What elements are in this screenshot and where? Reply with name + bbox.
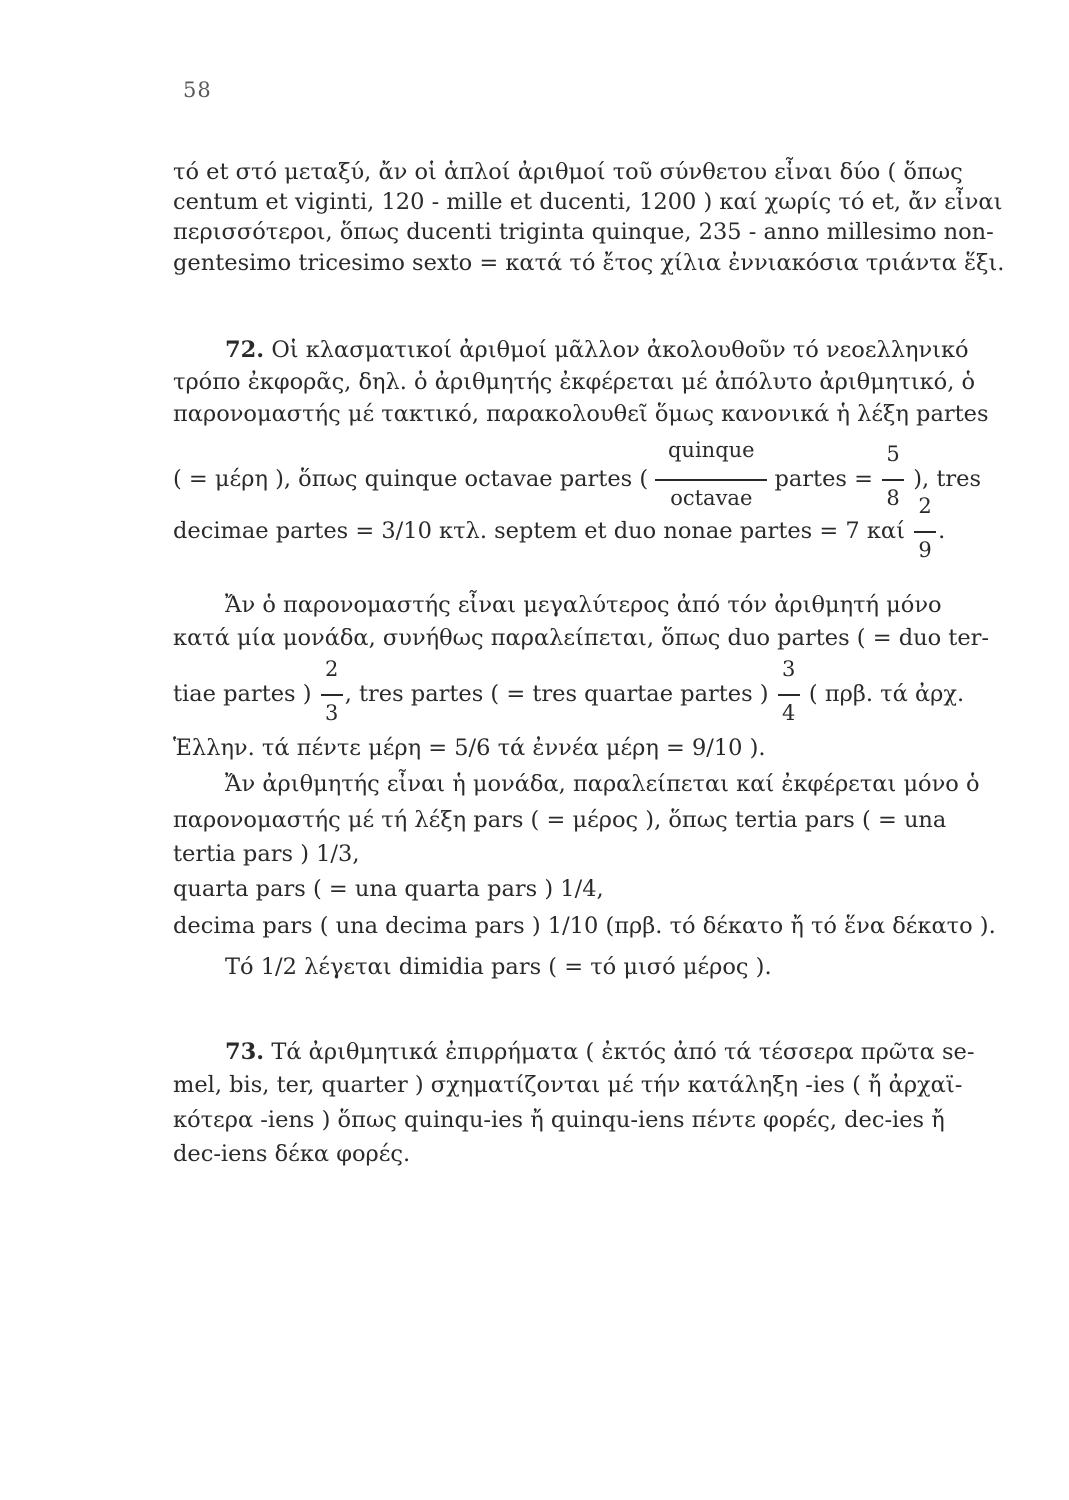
fraction-denominator: 9	[918, 538, 932, 562]
fraction-3-4	[776, 657, 802, 725]
sec73-line-4: dec-iens δέκα φορές.	[173, 1141, 411, 1167]
sec73-line-1	[225, 1037, 1033, 1067]
para2-line-1: Ἄν ὁ παρονομαστής εἶναι μεγαλύτερος ἀπό τόν ἀριθμητή μόνο	[225, 592, 942, 618]
sec72-line-1	[225, 335, 1033, 365]
para3-line-2: παρονομαστής μέ τή λέξη pars ( = μέρος ), ὅπως tertia pars ( = una	[173, 807, 947, 833]
para2-line-3	[173, 657, 1033, 725]
sec72-text-4c: ), tres	[913, 466, 981, 492]
fraction-denominator: 4	[782, 701, 796, 725]
page-number: 58	[183, 78, 212, 102]
sec72-line-3: παρονομαστής μέ τακτικό, παρακολουθεῖ ὅμως κανονικά ἡ λέξη partes	[173, 401, 989, 427]
sec72-line-2: τρόπο ἐκφορᾶς, δηλ. ὁ ἀριθμητής ἐκφέρεται μέ ἀπόλυτο ἀριθμητικό, ὁ	[173, 369, 976, 395]
para2-text-3c: ( πρβ. τά ἀρχ.	[808, 681, 965, 707]
para2-line-2: κατά μία μονάδα, συνήθως παραλείπεται, ὅπως duo partes ( = duo ter-	[173, 625, 990, 651]
fraction-numerator: 2	[325, 657, 339, 681]
para2-text-3b: , tres partes ( = tres quartae partes )	[344, 681, 769, 707]
para3-line-1: Ἄν ἀριθμητής εἶναι ἡ μονάδα, παραλείπεται καί ἐκφέρεται μόνο ὁ	[225, 771, 980, 797]
fraction-denominator: octavae	[670, 486, 753, 510]
para1-line-3: περισσότεροι, ὅπως ducenti triginta quinque, 235 - anno millesimo non-	[173, 219, 994, 245]
sec73-line-3: κότερα -iens ) ὅπως quinqu-ies ἤ quinqu-iens πέντε φορές, dec-ies ἤ	[173, 1107, 945, 1133]
fraction-2-3	[319, 657, 345, 725]
sec72-text-5a: decimae partes = 3/10 κτλ. septem et duo nonae partes = 7 καί	[173, 518, 905, 544]
fraction-numerator: 2	[918, 494, 932, 518]
section-number-72: 72.	[225, 337, 265, 363]
fraction-5-8	[880, 442, 906, 510]
section-number-73: 73.	[225, 1039, 265, 1065]
para1-line-2: centum et viginti, 120 - mille et ducenti, 1200 ) καί χωρίς τό et, ἄν εἶναι	[173, 189, 1003, 215]
para3-line-5: decima pars ( una decima pars ) 1/10 (πρβ. τό δέκατο ἤ τό ἕνα δέκατο ).	[173, 913, 996, 939]
para2-line-4: Ἑλλην. τά πέντε μέρη = 5/6 τά ἐννέα μέρη = 9/10 ).	[173, 735, 766, 761]
fraction-numerator: quinque	[667, 438, 755, 462]
para1-line-1: τό et στό μεταξύ, ἄν οἱ ἁπλοί ἀριθμοί τοῦ σύνθετου εἶναι δύο ( ὅπως	[173, 159, 963, 185]
sec72-line-4	[173, 438, 1033, 510]
fraction-bar	[321, 694, 343, 696]
fraction-bar	[778, 694, 800, 696]
sec72-text-4a: ( = μέρη ), ὅπως quinque octavae partes (	[173, 466, 649, 492]
fraction-bar	[914, 531, 936, 533]
para1-line-4: gentesimo tricesimo sexto = κατά τό ἔτος χίλια ἐννιακόσια τριάντα ἕξι.	[173, 250, 1005, 276]
sec72-text-1: Οἱ κλασματικοί ἀριθμοί μᾶλλον ἀκολουθοῦν τό νεοελληνικό	[271, 337, 969, 363]
sec72-text-5b: .	[938, 518, 946, 544]
fraction-bar	[655, 479, 767, 481]
fraction-numerator: 5	[886, 442, 900, 466]
para2-text-3a: tiae partes )	[173, 681, 312, 707]
sec73-text-1: Τά ἀριθμητικά ἐπιρρήματα ( ἐκτός ἀπό τά τέσσερα πρῶτα se-	[271, 1039, 975, 1065]
para4-line: Τό 1/2 λέγεται dimidia pars ( = τό μισό μέρος ).	[225, 954, 772, 980]
para3-line-4: quarta pars ( = una quarta pars ) 1/4,	[173, 876, 604, 902]
fraction-2-9	[912, 494, 938, 562]
fraction-denominator: 3	[325, 701, 339, 725]
fraction-bar	[882, 479, 904, 481]
fraction-quinque-octavae	[655, 438, 767, 510]
fraction-denominator: 8	[886, 486, 900, 510]
fraction-numerator: 3	[782, 657, 796, 681]
sec72-text-4b: partes =	[774, 466, 873, 492]
sec73-line-2: mel, bis, ter, quarter ) σχηματίζονται μέ τήν κατάληξη -ies ( ἤ ἀρχαϊ-	[173, 1072, 963, 1098]
para3-line-3: tertia pars ) 1/3,	[173, 841, 360, 867]
